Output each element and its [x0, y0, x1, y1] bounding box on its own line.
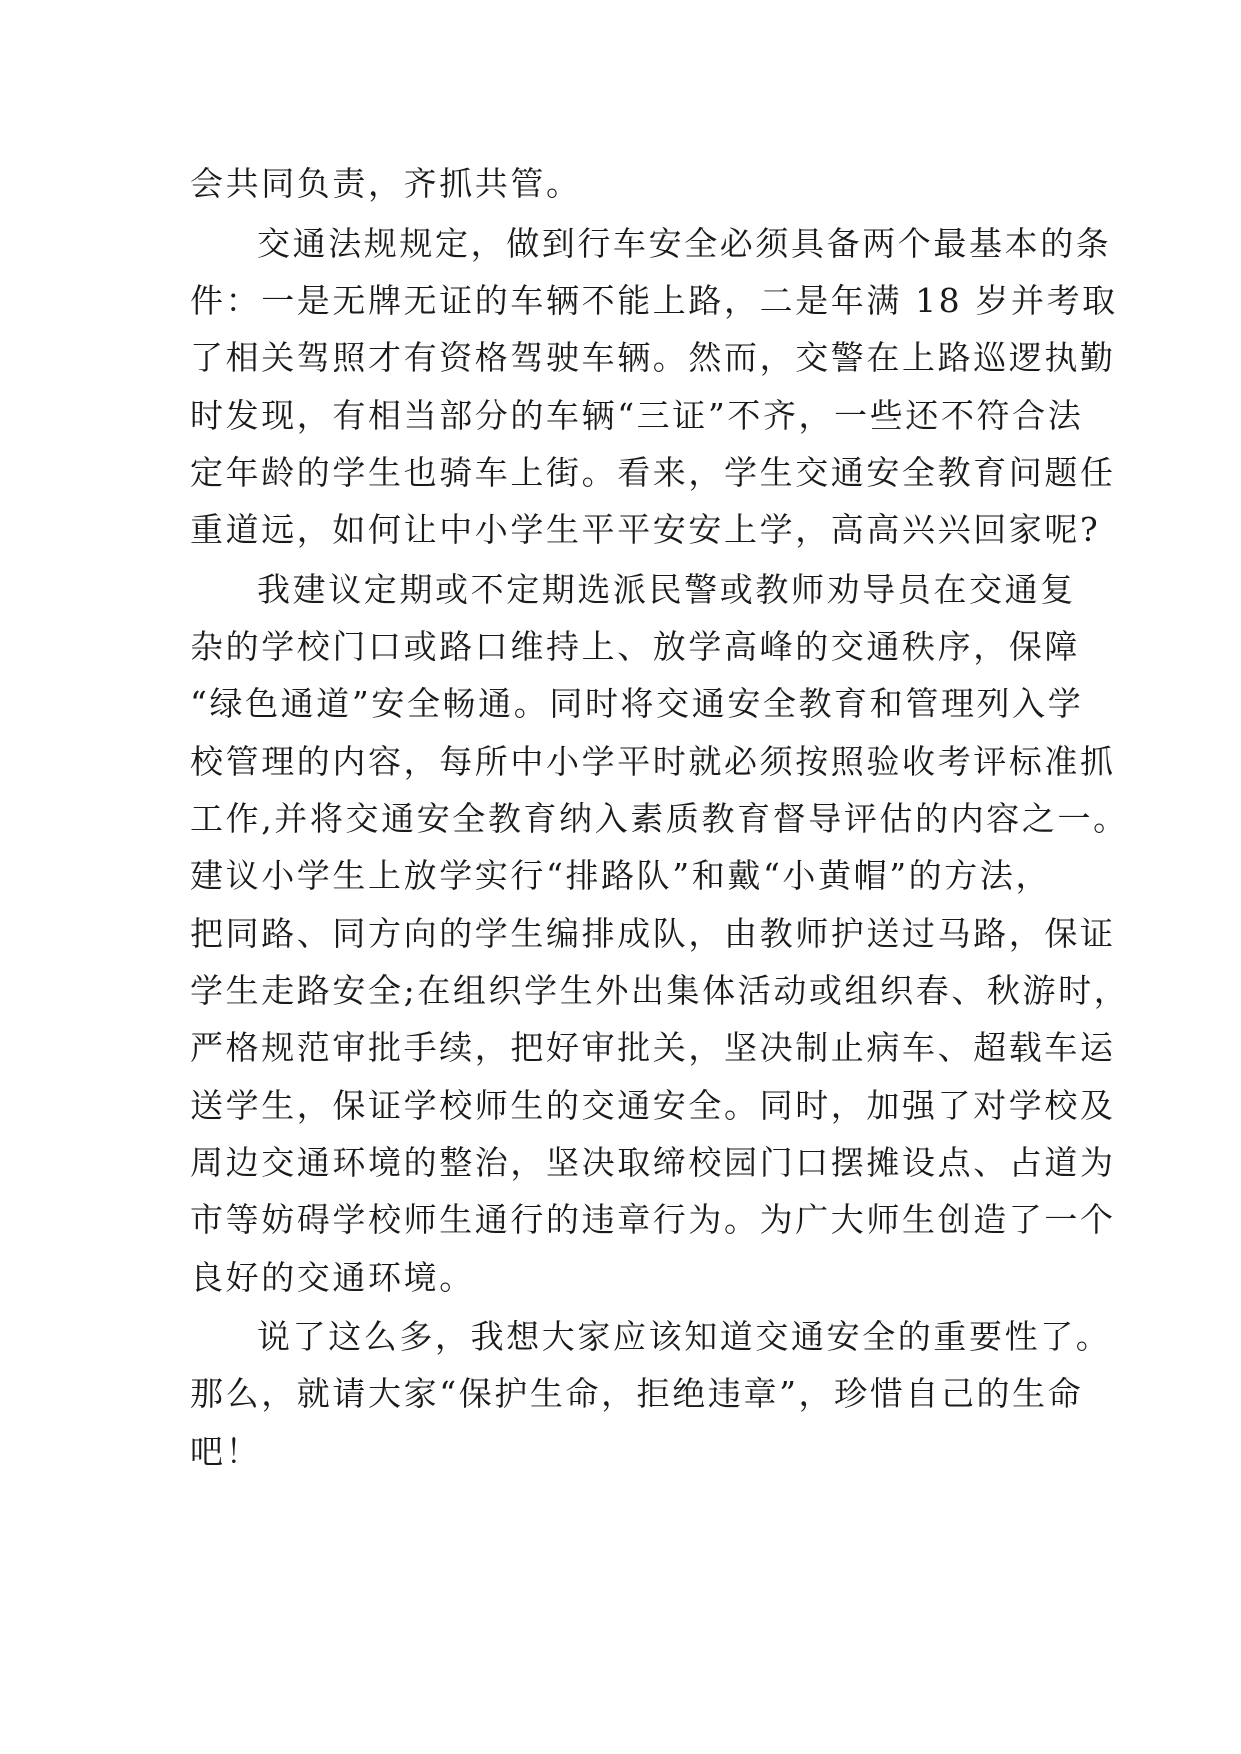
paragraph-start-line: 交通法规规定，做到行车安全必须具备两个最基本的条	[257, 224, 1112, 263]
text-line: 件：一是无牌无证的车辆不能上路，二是年满 18 岁并考取	[190, 281, 1118, 320]
text-line: 定年龄的学生也骑车上街。看来，学生交通安全教育问题任	[190, 453, 1116, 492]
text-line: 吧！	[190, 1432, 262, 1471]
text-line: 杂的学校门口或路口维持上、放学高峰的交通秩序，保障	[190, 627, 1080, 666]
text-line: 学生走路安全;在组织学生外出集体活动或组织春、秋游时，	[190, 971, 1130, 1010]
text-line: 时发现，有相当部分的车辆“三证”不齐，一些还不符合法	[190, 396, 1084, 435]
text-line: 建议小学生上放学实行“排路队”和戴“小黄帽”的方法，	[190, 856, 1052, 895]
text-line: 严格规范审批手续，把好审批关，坚决制止病车、超载车运	[190, 1028, 1116, 1067]
text-line: 工作,并将交通安全教育纳入素质教育督导评估的内容之一。	[190, 799, 1129, 838]
text-line: 市等妨碍学校师生通行的违章行为。为广大师生创造了一个	[190, 1200, 1116, 1239]
text-line: 会共同负责，齐抓共管。	[190, 164, 582, 203]
text-line: “绿色通道”安全畅通。同时将交通安全教育和管理列入学	[190, 684, 1084, 723]
paragraph-start-line: 说了这么多，我想大家应该知道交通安全的重要性了。	[257, 1317, 1112, 1356]
paragraph-start-line: 我建议定期或不定期选派民警或教师劝导员在交通复	[257, 570, 1076, 609]
text-line: 重道远，如何让中小学生平平安安上学，高高兴兴回家呢?	[190, 510, 1101, 549]
text-line: 周边交通环境的整治，坚决取缔校园门口摆摊设点、占道为	[190, 1143, 1116, 1182]
text-line: 那么，就请大家“保护生命，拒绝违章”，珍惜自己的生命	[190, 1374, 1084, 1413]
text-line: 校管理的内容，每所中小学平时就必须按照验收考评标准抓	[190, 742, 1116, 781]
text-line: 了相关驾照才有资格驾驶车辆。然而，交警在上路巡逻执勤	[190, 338, 1116, 377]
text-line: 送学生，保证学校师生的交通安全。同时，加强了对学校及	[190, 1086, 1116, 1125]
text-line: 把同路、同方向的学生编排成队，由教师护送过马路，保证	[190, 914, 1116, 953]
text-line: 良好的交通环境。	[190, 1258, 475, 1297]
